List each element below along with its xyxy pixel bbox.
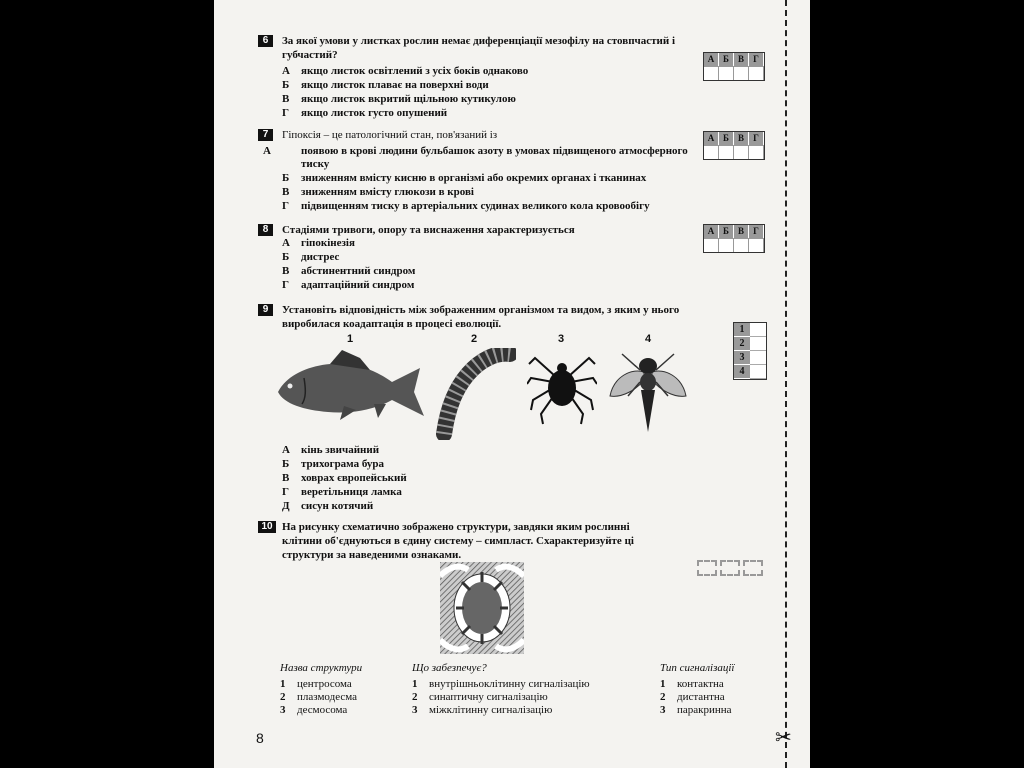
question-text: На рисунку схематично зображено структури, завдяки яким рослинні клітини об'єднуються в єдину систему – симпласт. Схарактеризуйте ці структури за наведеними ознаками. <box>282 521 634 561</box>
answer-cell[interactable] <box>697 560 717 576</box>
option-d[interactable]: Г веретільниця ламка <box>282 486 402 498</box>
option-a[interactable]: А гіпокінезія <box>282 237 355 249</box>
option-b[interactable]: Б трихограма бура <box>282 458 385 470</box>
match-cell[interactable] <box>750 323 766 337</box>
list-item[interactable]: 3 паракринна <box>660 704 732 716</box>
answer-cell[interactable] <box>743 560 763 576</box>
option-a[interactable]: А появою в крові людини бульбашок азоту в умовах підвищеного атмосферного тиску <box>263 145 688 170</box>
match-cell[interactable] <box>750 337 766 351</box>
carp-fish-image <box>274 348 430 426</box>
figure-label-3: 3 <box>558 333 565 345</box>
list-item[interactable]: 2 дистантна <box>660 691 725 703</box>
answer-cell[interactable] <box>749 66 764 80</box>
answer-cell[interactable] <box>734 145 749 159</box>
option-d[interactable]: Г підвищенням тиску в артеріальних судинах великого кола кровообігу <box>282 200 650 212</box>
cut-line <box>785 0 787 768</box>
answer-cell[interactable] <box>704 145 719 159</box>
option-c[interactable]: В якщо листок вкритий щільною кутикулою <box>282 93 516 105</box>
option-b[interactable]: Б якщо листок плаває на поверхні води <box>282 79 489 91</box>
answer-grid-q10[interactable] <box>697 560 763 576</box>
match-cell[interactable] <box>750 365 766 379</box>
option-a[interactable]: А якщо листок освітлений з усіх боків однаково <box>282 65 529 77</box>
option-b[interactable]: Б зниженням вмісту кисню в організмі або окремих органах і тканинах <box>282 172 647 184</box>
list-item[interactable]: 1 центросома <box>280 678 352 690</box>
answer-grid-q7[interactable]: А Б В Г <box>703 131 765 160</box>
option-c[interactable]: В ховрах європейський <box>282 472 407 484</box>
answer-cell[interactable] <box>749 145 764 159</box>
column-structure-name: Назва структури 1 центросома 2 плазмодесма 3 десмосома <box>280 662 363 716</box>
answer-cell[interactable] <box>720 560 740 576</box>
list-item[interactable]: 1 внутрішньоклітинну сигналізацію <box>412 678 590 690</box>
figure-label-4: 4 <box>645 333 652 345</box>
tick-image <box>527 348 597 426</box>
question-number: 9 <box>258 304 273 316</box>
option-c[interactable]: В абстинентний синдром <box>282 265 416 277</box>
option-a[interactable]: А кінь звичайний <box>282 444 380 456</box>
answer-grid-q8[interactable]: А Б В Г <box>703 224 765 253</box>
option-d[interactable]: Г адаптаційний синдром <box>282 279 415 291</box>
question-text: Установіть відповідність між зображенним організмом та видом, з яким у нього виробилася коадаптація в процесі еволюції. <box>282 304 680 330</box>
scissors-icon: ✂ <box>775 727 792 749</box>
question-number: 6 <box>258 35 273 47</box>
answer-cell[interactable] <box>734 66 749 80</box>
question-number: 7 <box>258 129 273 141</box>
fly-image <box>608 348 688 434</box>
list-item[interactable]: 3 міжклітинну сигналізацію <box>412 704 553 716</box>
match-cell[interactable] <box>750 351 766 365</box>
list-item[interactable]: 2 синаптичну сигналізацію <box>412 691 548 703</box>
question-text: За якої умови у листках рослин немає диференціації мезофілу на стовпчастий і губчастий? <box>282 35 676 61</box>
answer-cell[interactable] <box>719 145 734 159</box>
page-number: 8 <box>256 730 264 746</box>
caterpillar-image <box>436 348 516 440</box>
answer-cell[interactable] <box>704 238 719 252</box>
answer-cell[interactable] <box>734 238 749 252</box>
option-c[interactable]: В зниженням вмісту глюкози в крові <box>282 186 474 198</box>
list-item[interactable]: 2 плазмодесма <box>280 691 357 703</box>
question-number: 10 <box>258 521 276 533</box>
answer-grid-q6[interactable]: А Б В Г <box>703 52 765 81</box>
column-signal-type: Тип сигналізації 1 контактна 2 дистантна 3 паракринна <box>660 662 735 716</box>
figure-label-1: 1 <box>347 333 354 345</box>
option-e[interactable]: Д сисун котячий <box>282 500 374 512</box>
answer-cell[interactable] <box>719 66 734 80</box>
question-text: Стадіями тривоги, опору та виснаження характеризується <box>282 224 575 236</box>
question-number: 8 <box>258 224 273 236</box>
answer-cell[interactable] <box>749 238 764 252</box>
answer-cell[interactable] <box>719 238 734 252</box>
list-item[interactable]: 3 десмосома <box>280 704 348 716</box>
list-item[interactable]: 1 контактна <box>660 678 724 690</box>
question-text: Гіпоксія – це патологічний стан, пов'язаний із <box>282 129 498 141</box>
option-d[interactable]: Г якщо листок густо опушений <box>282 107 448 119</box>
match-grid-q9[interactable]: 1 2 3 4 <box>733 322 767 380</box>
plasmodesmata-diagram <box>440 562 524 654</box>
figure-label-2: 2 <box>471 333 478 345</box>
option-b[interactable]: Б дистрес <box>282 251 340 263</box>
column-what-provides: Що забезпечує? 1 внутрішньоклітинну сигналізацію 2 синаптичну сигналізацію 3 міжклітинну сигналізацію <box>412 662 590 716</box>
answer-cell[interactable] <box>704 66 719 80</box>
